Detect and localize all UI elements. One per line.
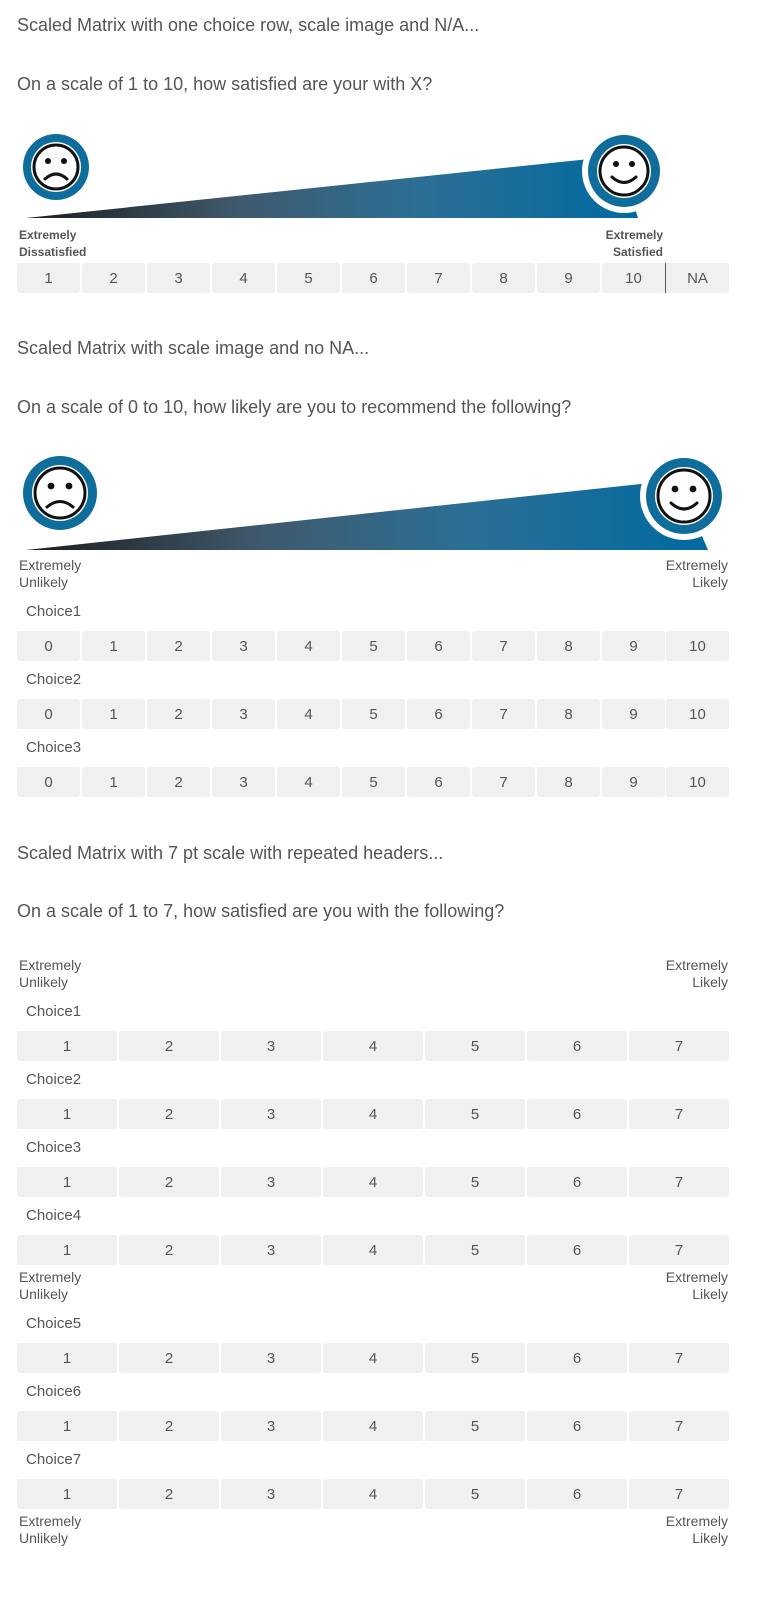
q3-row-label-6: Choice6 [26,1383,82,1400]
q3-right-label-2: Extremely Likely [665,1269,728,1302]
q2-r1-option-4[interactable]: 4 [277,631,340,661]
q2-r1-option-9[interactable]: 9 [602,631,665,661]
q3-r6-option-2[interactable]: 2 [119,1411,219,1441]
q1-scale-image [18,130,668,222]
q3-r2-option-1[interactable]: 1 [17,1099,117,1129]
q1-option-7[interactable]: 7 [407,263,470,293]
q3-r1-option-4[interactable]: 4 [323,1031,423,1061]
q3-r5-option-7[interactable]: 7 [629,1343,729,1373]
q3-r7-option-6[interactable]: 6 [527,1479,627,1509]
q2-r3-option-9[interactable]: 9 [602,767,665,797]
q3-r4-option-4[interactable]: 4 [323,1235,423,1265]
q1-option-8[interactable]: 8 [472,263,535,293]
q3-scale-row-3 [17,1167,729,1197]
q3-scale-row-2 [17,1099,729,1129]
q2-r3-option-3[interactable]: 3 [212,767,275,797]
q2-title: Scaled Matrix with scale image and no NA... [17,338,370,358]
q1-option-9[interactable]: 9 [537,263,600,293]
q2-r1-option-6[interactable]: 6 [407,631,470,661]
q3-r2-option-2[interactable]: 2 [119,1099,219,1129]
happy-face-icon [640,452,728,540]
q2-r2-option-6[interactable]: 6 [407,699,470,729]
q1-option-1[interactable]: 1 [17,263,80,293]
q1-title: Scaled Matrix with one choice row, scale image and N/A... [17,15,480,35]
q3-r2-option-5[interactable]: 5 [425,1099,525,1129]
q3-r7-option-2[interactable]: 2 [119,1479,219,1509]
q1-option-na[interactable]: NA [665,263,729,293]
q3-left-label-1: Extremely Unlikely [19,957,82,990]
q3-r4-option-3[interactable]: 3 [221,1235,321,1265]
q3-r3-option-6[interactable]: 6 [527,1167,627,1197]
q3-r5-option-6[interactable]: 6 [527,1343,627,1373]
q2-r1-option-1[interactable]: 1 [82,631,145,661]
q3-r1-option-1[interactable]: 1 [17,1031,117,1061]
q1-left-label: Extremely Dissatisfied [19,228,87,259]
q2-r2-option-10[interactable]: 10 [666,699,729,729]
q3-r5-option-5[interactable]: 5 [425,1343,525,1373]
q2-question: On a scale of 0 to 10, how likely are you to recommend the following? [17,397,572,417]
q2-r2-option-8[interactable]: 8 [537,699,600,729]
q1-option-2[interactable]: 2 [82,263,145,293]
q1-option-3[interactable]: 3 [147,263,210,293]
q2-r3-option-6[interactable]: 6 [407,767,470,797]
q3-row-label-3: Choice3 [26,1139,82,1156]
q2-r1-option-5[interactable]: 5 [342,631,405,661]
q2-row-label-3: Choice3 [26,739,82,756]
sad-face-icon [20,453,100,533]
q3-r2-option-4[interactable]: 4 [323,1099,423,1129]
q3-question: On a scale of 1 to 7, how satisfied are you with the following? [17,901,505,921]
q3-r1-option-5[interactable]: 5 [425,1031,525,1061]
q2-scale-row-2 [17,699,729,729]
q2-r1-option-7[interactable]: 7 [472,631,535,661]
sad-face-icon [20,131,92,203]
q2-r2-option-7[interactable]: 7 [472,699,535,729]
q3-scale-row-7 [17,1479,729,1509]
q3-r1-option-3[interactable]: 3 [221,1031,321,1061]
q1-scale-row [17,263,729,293]
q3-row-label-1: Choice1 [26,1003,82,1020]
q2-r2-option-3[interactable]: 3 [212,699,275,729]
q2-r3-option-0[interactable]: 0 [17,767,80,797]
q3-r1-option-6[interactable]: 6 [527,1031,627,1061]
q2-r2-option-9[interactable]: 9 [602,699,665,729]
q3-r7-option-3[interactable]: 3 [221,1479,321,1509]
q3-r6-option-7[interactable]: 7 [629,1411,729,1441]
q3-r4-option-2[interactable]: 2 [119,1235,219,1265]
q2-r3-option-10[interactable]: 10 [666,767,729,797]
q3-r6-option-5[interactable]: 5 [425,1411,525,1441]
q2-r1-option-3[interactable]: 3 [212,631,275,661]
q3-row-label-7: Choice7 [26,1451,82,1468]
q1-option-5[interactable]: 5 [277,263,340,293]
q1-option-10[interactable]: 10 [602,263,665,293]
q3-r4-option-1[interactable]: 1 [17,1235,117,1265]
q2-r3-option-4[interactable]: 4 [277,767,340,797]
q2-r2-option-0[interactable]: 0 [17,699,80,729]
q3-r5-option-2[interactable]: 2 [119,1343,219,1373]
q3-left-label-2: Extremely Unlikely [19,1269,82,1302]
q2-r3-option-5[interactable]: 5 [342,767,405,797]
q3-r3-option-4[interactable]: 4 [323,1167,423,1197]
q1-question: On a scale of 1 to 10, how satisfied are your with X? [17,74,433,94]
q3-r5-option-4[interactable]: 4 [323,1343,423,1373]
q3-r7-option-7[interactable]: 7 [629,1479,729,1509]
q3-r3-option-5[interactable]: 5 [425,1167,525,1197]
q2-r3-option-7[interactable]: 7 [472,767,535,797]
q3-r2-option-3[interactable]: 3 [221,1099,321,1129]
q2-r3-option-2[interactable]: 2 [147,767,210,797]
q2-r1-option-0[interactable]: 0 [17,631,80,661]
q3-scale-row-4 [17,1235,729,1265]
q2-r3-option-8[interactable]: 8 [537,767,600,797]
q2-r3-option-1[interactable]: 1 [82,767,145,797]
q3-r6-option-3[interactable]: 3 [221,1411,321,1441]
q3-right-label-3: Extremely Likely [665,1513,728,1546]
q2-r2-option-1[interactable]: 1 [82,699,145,729]
q3-r5-option-3[interactable]: 3 [221,1343,321,1373]
q3-r2-option-6[interactable]: 6 [527,1099,627,1129]
q1-option-4[interactable]: 4 [212,263,275,293]
q2-r1-option-8[interactable]: 8 [537,631,600,661]
q3-row-label-2: Choice2 [26,1071,82,1088]
q3-right-label-1: Extremely Likely [665,957,728,990]
q3-r7-option-5[interactable]: 5 [425,1479,525,1509]
q1-right-label: Extremely Satisfied [605,228,663,259]
q2-row-label-2: Choice2 [26,671,82,688]
q3-r7-option-4[interactable]: 4 [323,1479,423,1509]
q3-scale-row-1 [17,1031,729,1061]
q2-r1-option-2[interactable]: 2 [147,631,210,661]
q3-r3-option-3[interactable]: 3 [221,1167,321,1197]
q3-r3-option-1[interactable]: 1 [17,1167,117,1197]
q3-row-label-5: Choice5 [26,1315,82,1332]
q2-left-label: Extremely Unlikely [19,557,82,590]
q3-r6-option-1[interactable]: 1 [17,1411,117,1441]
q3-scale-row-5 [17,1343,729,1373]
q3-r6-option-4[interactable]: 4 [323,1411,423,1441]
q3-r1-option-7[interactable]: 7 [629,1031,729,1061]
q3-r4-option-7[interactable]: 7 [629,1235,729,1265]
q3-scale-row-6 [17,1411,729,1441]
q3-row-label-4: Choice4 [26,1207,82,1224]
happy-face-icon [582,130,666,213]
q2-r2-option-5[interactable]: 5 [342,699,405,729]
q2-scale-image [18,452,728,552]
q3-r3-option-2[interactable]: 2 [119,1167,219,1197]
q3-r1-option-2[interactable]: 2 [119,1031,219,1061]
q3-r4-option-6[interactable]: 6 [527,1235,627,1265]
q2-r1-option-10[interactable]: 10 [666,631,729,661]
q3-r7-option-1[interactable]: 1 [17,1479,117,1509]
q3-r3-option-7[interactable]: 7 [629,1167,729,1197]
q3-r5-option-1[interactable]: 1 [17,1343,117,1373]
q2-scale-row-1 [17,631,729,661]
q2-r2-option-2[interactable]: 2 [147,699,210,729]
q3-title: Scaled Matrix with 7 pt scale with repeated headers... [17,843,444,863]
q3-left-label-3: Extremely Unlikely [19,1513,82,1546]
q1-option-6[interactable]: 6 [342,263,405,293]
q2-row-label-1: Choice1 [26,603,82,620]
q3-r6-option-6[interactable]: 6 [527,1411,627,1441]
q3-r4-option-5[interactable]: 5 [425,1235,525,1265]
q2-r2-option-4[interactable]: 4 [277,699,340,729]
q2-scale-row-3 [17,767,729,797]
q2-right-label: Extremely Likely [665,557,728,590]
q3-r2-option-7[interactable]: 7 [629,1099,729,1129]
